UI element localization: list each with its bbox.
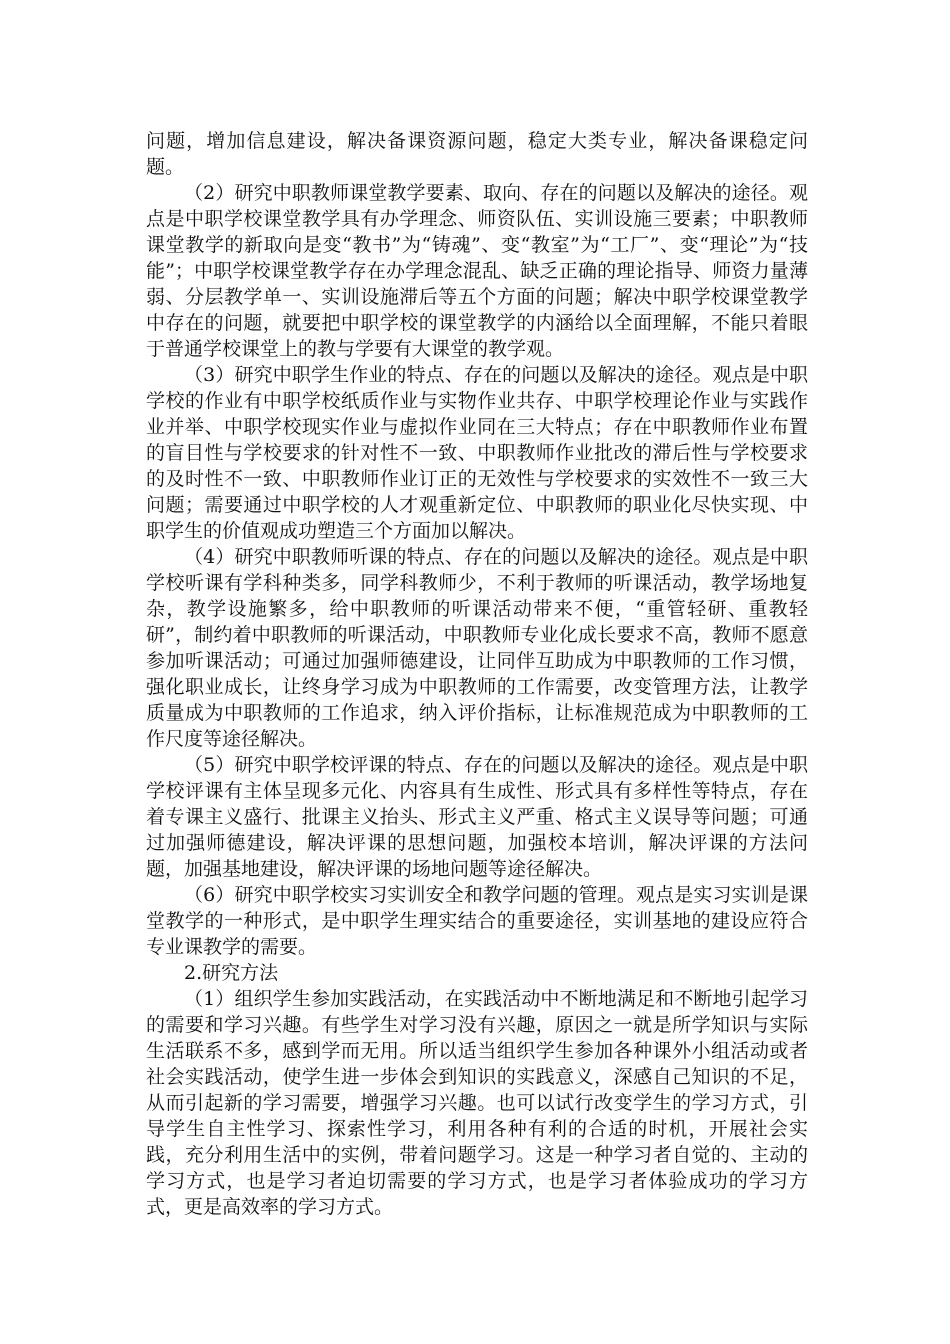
paragraph-continuation: 问题，增加信息建设，解决备课资源问题，稳定大类专业，解决备课稳定问题。 bbox=[146, 130, 808, 178]
paragraph-item-3: （3）研究中职学生作业的特点、存在的问题以及解决的途径。观点是中职学校的作业有中职学校纸质作业与实物作业共存、中职学校理论作业与实践作业并举、中职学校现实作业与虚拟作业同在三大特点；存在中职教师作业布置的盲目性与学校要求的针对性不一致、中职教师作业批改的滞后性与学校要求的及时性不一致、中职教师作业订正的无效性与学校要求的实效性不一致三大问题；需要通过中职学校的人才观重新定位、中职教师的职业化尽快实现、中职学生的价值观成功塑造三个方面加以解决。 bbox=[146, 364, 808, 542]
paragraph-item-2: （2）研究中职教师课堂教学要素、取向、存在的问题以及解决的途径。观点是中职学校课堂教学具有办学理念、师资队伍、实训设施三要素；中职教师课堂教学的新取向是变“教书”为“铸魂”、变“教室”为“工厂”、变“理论”为“技能”；中职学校课堂教学存在办学理念混乱、缺乏正确的理论指导、师资力量薄弱、分层教学单一、实训设施滞后等五个方面的问题；解决中职学校课堂教学中存在的问题，就要把中职学校的课堂教学的内涵给以全面理解，不能只着眼于普通学校课堂上的教与学要有大课堂的教学观。 bbox=[146, 182, 808, 360]
paragraph-method-1: （1）组织学生参加实践活动，在实践活动中不断地满足和不断地引起学习的需要和学习兴趣。有些学生对学习没有兴趣，原因之一就是所学知识与实际生活联系不多，感到学而无用。所以适当组织学生参加各种课外小组活动或者社会实践活动，使学生进一步体会到知识的实践意义，深感自己知识的不足，从而引起新的学习需要，增强学习兴趣。也可以试行改变学生的学习方式，引导学生自主性学习、探索性学习，利用各种有利的合适的时机，开展社会实践，充分利用生活中的实例，带着问题学习。这是一种学习者自觉的、主动的学习方式，也是学习者迫切需要的学习方式，也是学习者体验成功的学习方式，更是高效率的学习方式。 bbox=[146, 988, 808, 1218]
paragraph-item-6: （6）研究中职学校实习实训安全和教学问题的管理。观点是实习实训是课堂教学的一种形式，是中职学生理实结合的重要途径，实训基地的建设应符合专业课教学的需要。 bbox=[146, 884, 808, 958]
paragraph-item-4: （4）研究中职教师听课的特点、存在的问题以及解决的途径。观点是中职学校听课有学科种类多，同学科教师少，不利于教师的听课活动，教学场地复杂，教学设施繁多，给中职教师的听课活动带来不便，“重管轻研、重教轻研”，制约着中职教师的听课活动，中职教师专业化成长要求不高，教师不愿意参加听课活动；可通过加强师德建设，让同伴互助成为中职教师的工作习惯，强化职业成长，让终身学习成为中职教师的工作需要，改变管理方法，让教学质量成为中职教师的工作追求，纳入评价指标，让标准规范成为中职教师的工作尺度等途径解决。 bbox=[146, 546, 808, 750]
section-heading-research-methods: 2.研究方法 bbox=[184, 962, 279, 984]
document-body bbox=[146, 128, 808, 1220]
paragraph-item-5: （5）研究中职学校评课的特点、存在的问题以及解决的途径。观点是中职学校评课有主体呈现多元化、内容具有生成性、形式具有多样性等特点，存在着专课主义盛行、批课主义抬头、形式主义严重、格式主义误导等问题；可通过加强师德建设，解决评课的思想问题，加强校本培训，解决评课的方法问题，加强基地建设，解决评课的场地问题等途径解决。 bbox=[146, 754, 808, 880]
